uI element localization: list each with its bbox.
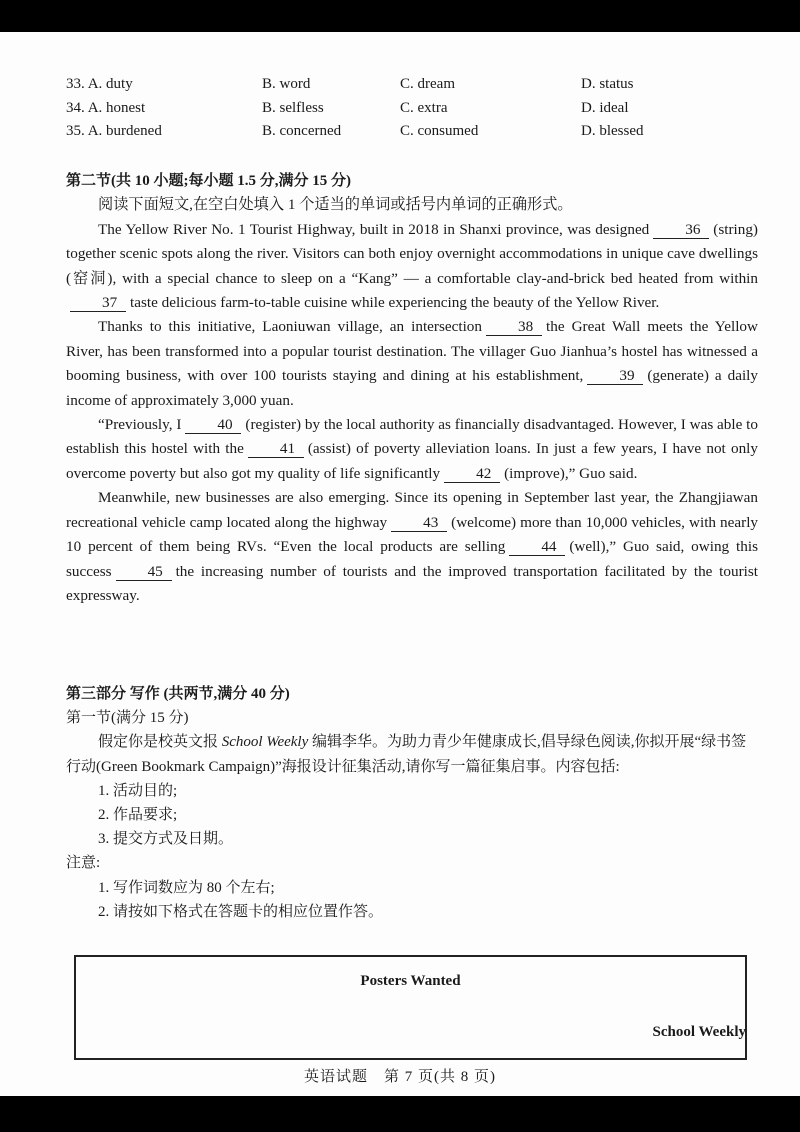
option-a: 33. A. duty — [66, 76, 133, 92]
note-2: 2. 请按如下格式在答题卡的相应位置作答。 — [98, 903, 384, 920]
section-3 — [66, 682, 758, 924]
blank-36[interactable]: 36 — [653, 221, 709, 239]
blank-45[interactable]: 45 — [116, 563, 172, 581]
note-label: 注意: — [66, 855, 101, 872]
bottom-black-border — [0, 1096, 800, 1132]
option-row-34 — [66, 100, 758, 124]
content-item-2: 2. 作品要求; — [98, 807, 178, 824]
blank-42[interactable]: 42 — [444, 465, 500, 483]
blank-43[interactable]: 43 — [391, 514, 447, 532]
option-b: B. word — [262, 76, 311, 92]
blank-41[interactable]: 41 — [248, 440, 304, 458]
passage-paragraph-2: Thanks to this initiative, Laoniuwan village, an intersection 38 the Great Wall meets the Yellow River, has been transformed into a popular tourist destination. The villager Guo Jianhua’s hostel has witnessed a booming business, with over 100 tourists staying and dining at his establishment, 39 (generate) a daily income of approximately 3,000 yuan. — [66, 318, 758, 409]
option-row-35 — [66, 123, 758, 147]
section-2-heading: 第二节(共 10 小题;每小题 1.5 分,满分 15 分) — [66, 173, 351, 189]
note-1: 1. 写作词数应为 80 个左右; — [98, 879, 275, 896]
blank-39[interactable]: 39 — [587, 367, 643, 385]
option-row-33 — [66, 76, 758, 100]
passage-paragraph-3: “Previously, I 40 (register) by the local authority as financially disadvantaged. However, I was able to establish this hostel with the 41 (assist) of poverty alleviation loans. In just a few years, I have not only overcome poverty but also got my quality of life significantly 42 (improve),” Guo said. — [66, 416, 758, 482]
section-3-heading: 第三部分 写作 (共两节,满分 40 分) — [66, 686, 290, 702]
page-footer: 英语试题 第 7 页(共 8 页) — [304, 1069, 496, 1085]
option-b: B. concerned — [262, 123, 342, 139]
content-item-1: 1. 活动目的; — [98, 782, 178, 799]
option-c: C. consumed — [400, 123, 479, 139]
blank-38[interactable]: 38 — [486, 318, 542, 336]
option-d: D. blessed — [581, 123, 644, 139]
section-3-subheading: 第一节(满分 15 分) — [66, 710, 189, 727]
options-table — [66, 76, 758, 147]
option-d: D. status — [581, 76, 634, 92]
section-2 — [66, 169, 758, 608]
answer-format-box — [74, 955, 747, 1060]
writing-prompt: 假定你是校英文报 School Weekly 编辑李华。为助力青少年健康成长,倡导绿色阅读,你拟开展“绿书签行动(Green Bookmark Campaign)”海报设计征集活动,请你写一篇征集启事。内容包括: — [66, 734, 747, 775]
option-a: 34. A. honest — [66, 99, 146, 116]
blank-37[interactable]: 37 — [70, 294, 126, 312]
content-item-3: 3. 提交方式及日期。 — [98, 831, 234, 848]
section-2-instruction: 阅读下面短文,在空白处填入 1 个适当的单词或括号内单词的正确形式。 — [98, 196, 573, 214]
passage-paragraph-4: Meanwhile, new businesses are also emerging. Since its opening in September last year, the Zhangjiawan recreational vehicle camp located along the highway 43 (welcome) more than 10,000 vehicles, with nearly 10 percent of them being RVs. “Even the local products are selling 44 (well),” Guo said, owing this success 45 the increasing number of tourists and the improved transportation facilitated by the tourist expressway. — [66, 489, 759, 604]
option-d: D. ideal — [581, 99, 629, 116]
option-b: B. selfless — [262, 99, 324, 116]
top-black-border — [0, 0, 800, 32]
option-a: 35. A. burdened — [66, 123, 162, 139]
blank-40[interactable]: 40 — [185, 416, 241, 434]
box-signature: School Weekly — [652, 1024, 746, 1040]
blank-44[interactable]: 44 — [509, 538, 565, 556]
option-c: C. dream — [400, 76, 455, 92]
passage-paragraph-1: The Yellow River No. 1 Tourist Highway, built in 2018 in Shanxi province, was designed 36 (string) together scenic spots along the river. Visitors can both enjoy overnight accommodations in unique cave dwellings (窑洞), with a special chance to sleep on a “Kang” — a comfortable clay-and-brick bed heated from within37 taste delicious farm-to-table cuisine while experiencing the beauty of the Yellow River. — [66, 220, 758, 312]
option-c: C. extra — [400, 99, 448, 116]
box-title: Posters Wanted — [360, 973, 461, 989]
